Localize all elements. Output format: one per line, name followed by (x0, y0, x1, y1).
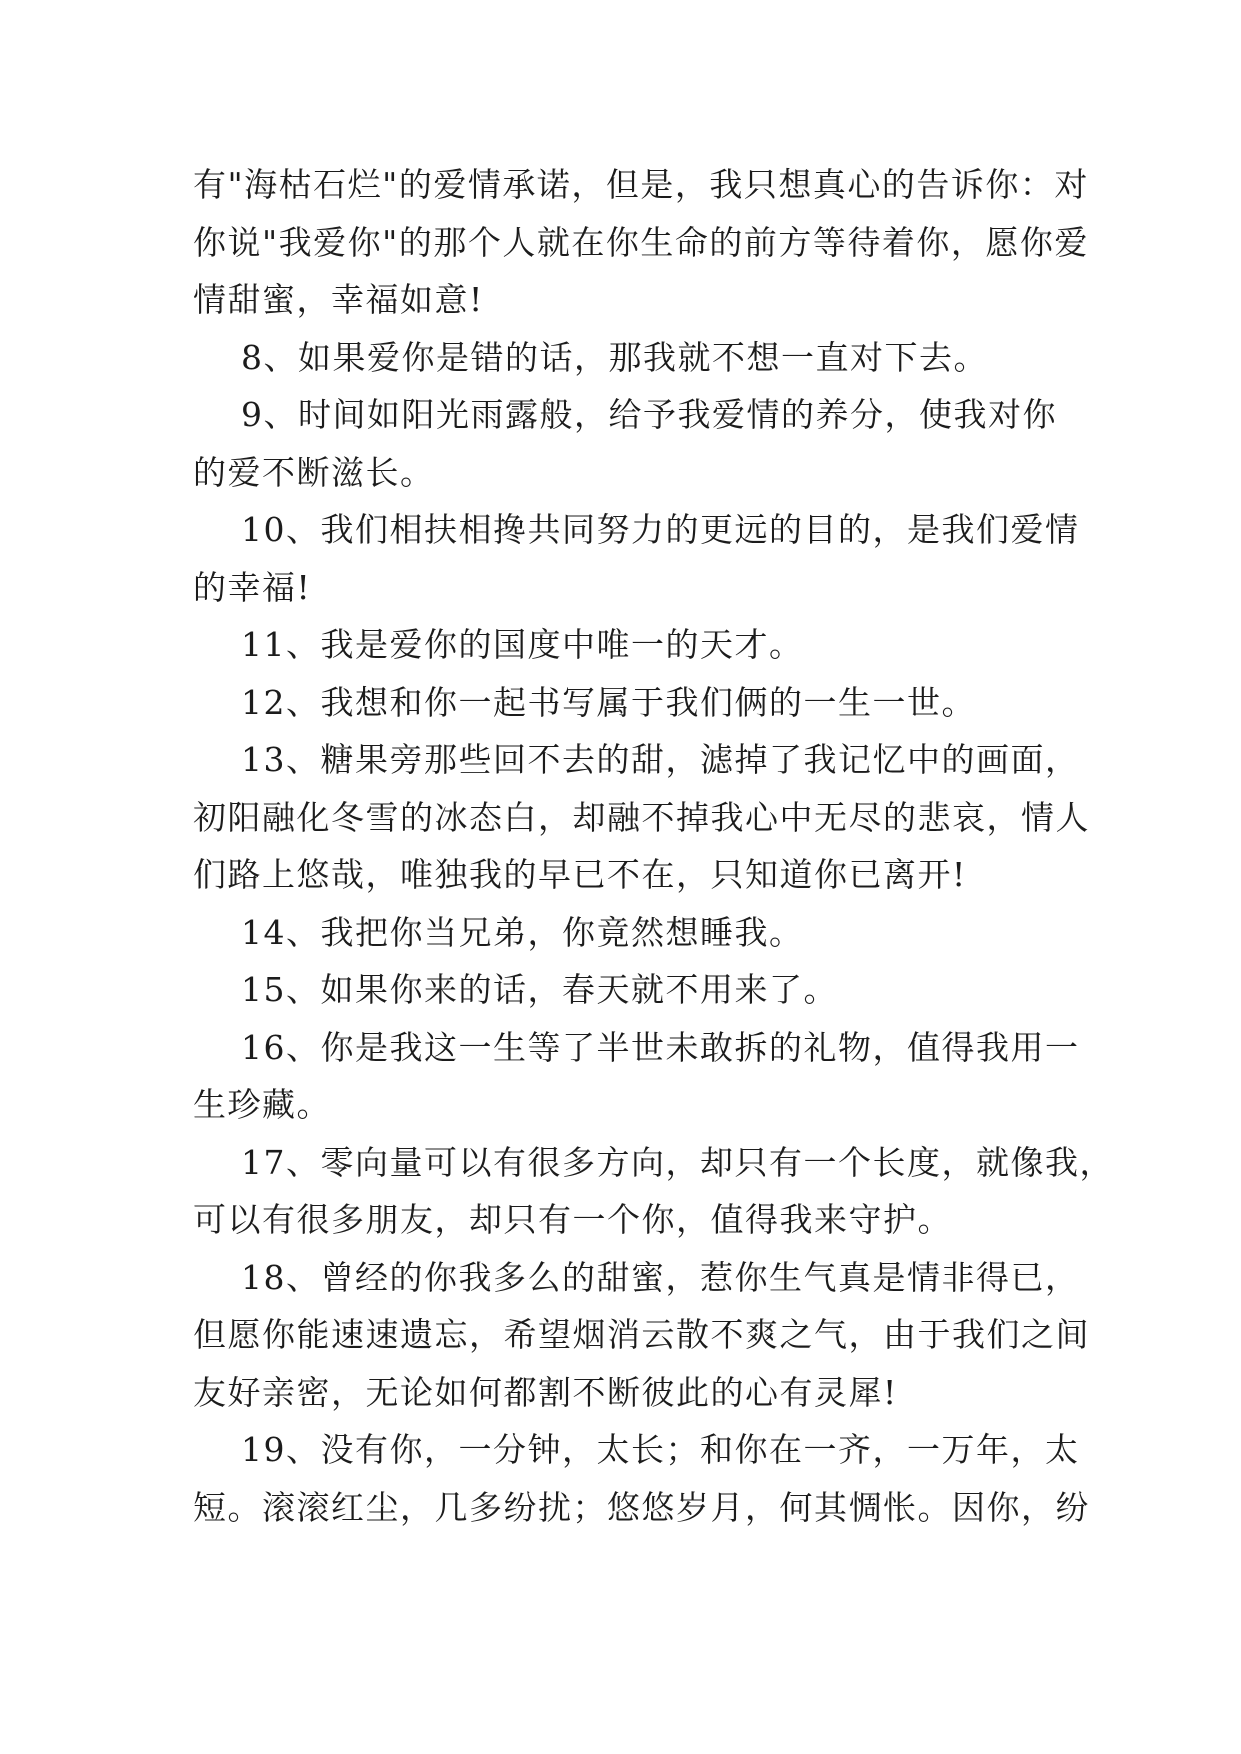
text-line: 9、时间如阳光雨露般，给予我爱情的养分，使我对你 (193, 395, 1057, 434)
text-line: 你说"我爱你"的那个人就在你生命的前方等待着你，愿你爱 (193, 222, 1089, 262)
text-line: 的爱不断滋长。 (193, 452, 435, 492)
text-line: 16、你是我这一生等了半世未敢拆的礼物，值得我用一 (193, 1027, 1080, 1067)
text-line: 生珍藏。 (193, 1085, 331, 1124)
document-body (193, 156, 1114, 1536)
text-line: 12、我想和你一起书写属于我们俩的一生一世。 (193, 682, 976, 722)
text-line: 有"海枯石烂"的爱情承诺，但是，我只想真心的告诉你：对 (193, 165, 1089, 204)
text-line: 友好亲密，无论如何都割不断彼此的心有灵犀! (193, 1372, 898, 1412)
text-line: 但愿你能速速遗忘，希望烟消云散不爽之气，由于我们之间 (193, 1315, 1090, 1354)
text-line: 18、曾经的你我多么的甜蜜，惹你生气真是情非得已， (193, 1257, 1080, 1297)
text-line: 14、我把你当兄弟，你竟然想睡我。 (193, 912, 804, 952)
text-line: 短。滚滚红尘，几多纷扰；悠悠岁月，何其惆怅。因你，纷 (193, 1487, 1090, 1527)
text-line: 8、如果爱你是错的话，那我就不想一直对下去。 (193, 337, 988, 377)
text-line: 们路上悠哉，唯独我的早已不在，只知道你已离开! (193, 855, 967, 894)
text-line: 可以有很多朋友，却只有一个你，值得我来守护。 (193, 1200, 952, 1239)
text-line: 17、零向量可以有很多方向，却只有一个长度，就像我， (193, 1142, 1114, 1182)
text-line: 19、没有你，一分钟，太长；和你在一齐，一万年，太 (193, 1430, 1080, 1469)
text-line: 13、糖果旁那些回不去的甜，滤掉了我记忆中的画面， (193, 740, 1080, 779)
text-line: 11、我是爱你的国度中唯一的天才。 (193, 625, 804, 664)
text-line: 情甜蜜，幸福如意! (193, 280, 484, 319)
text-line: 10、我们相扶相搀共同努力的更远的目的，是我们爱情 (193, 510, 1080, 549)
text-line: 的幸福! (193, 567, 312, 607)
text-line: 初阳融化冬雪的冰态白，却融不掉我心中无尽的悲哀，情人 (193, 797, 1090, 837)
text-line: 15、如果你来的话，春天就不用来了。 (193, 970, 838, 1009)
